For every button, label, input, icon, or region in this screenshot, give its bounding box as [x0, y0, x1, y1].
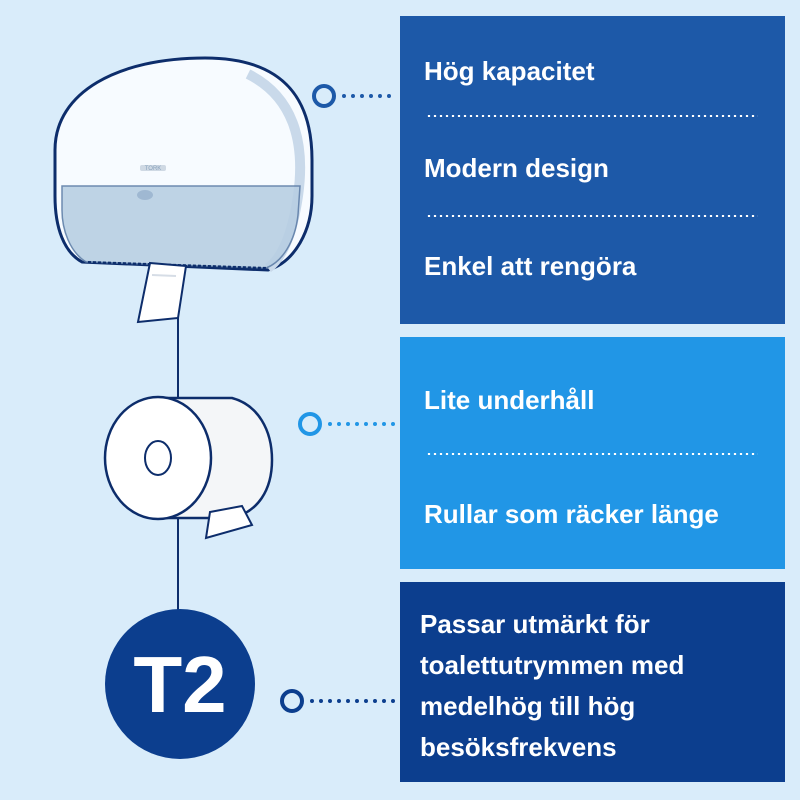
toilet-paper-roll-icon [105, 397, 272, 538]
feature-panel-middle [400, 337, 785, 569]
dotted-divider [426, 115, 758, 117]
usage-description: Passar utmärkt för toalettutrymmen med medelhög till hög besöksfrekvens [420, 609, 685, 762]
t2-badge-label: T2 [133, 640, 227, 729]
dotted-divider [426, 453, 758, 455]
connector-top [314, 86, 398, 106]
toilet-paper-dispenser-icon [55, 58, 312, 322]
feature-panel-top [400, 16, 785, 324]
connector-bottom [282, 691, 398, 711]
connector-middle [300, 414, 398, 434]
usage-panel-bottom [400, 582, 785, 782]
feature-long-lasting-rolls: Rullar som räcker länge [424, 499, 719, 529]
dotted-divider [426, 215, 758, 217]
connector-ring-icon [282, 691, 302, 711]
connector-ring-icon [300, 414, 320, 434]
feature-easy-clean: Enkel att rengöra [424, 251, 637, 281]
feature-high-capacity: Hög kapacitet [424, 56, 595, 86]
dispenser-brand-logo: TORK [144, 166, 162, 172]
t2-badge-icon [105, 609, 255, 759]
feature-low-maintenance: Lite underhåll [424, 385, 595, 415]
feature-modern-design: Modern design [424, 153, 609, 183]
connector-ring-icon [314, 86, 334, 106]
